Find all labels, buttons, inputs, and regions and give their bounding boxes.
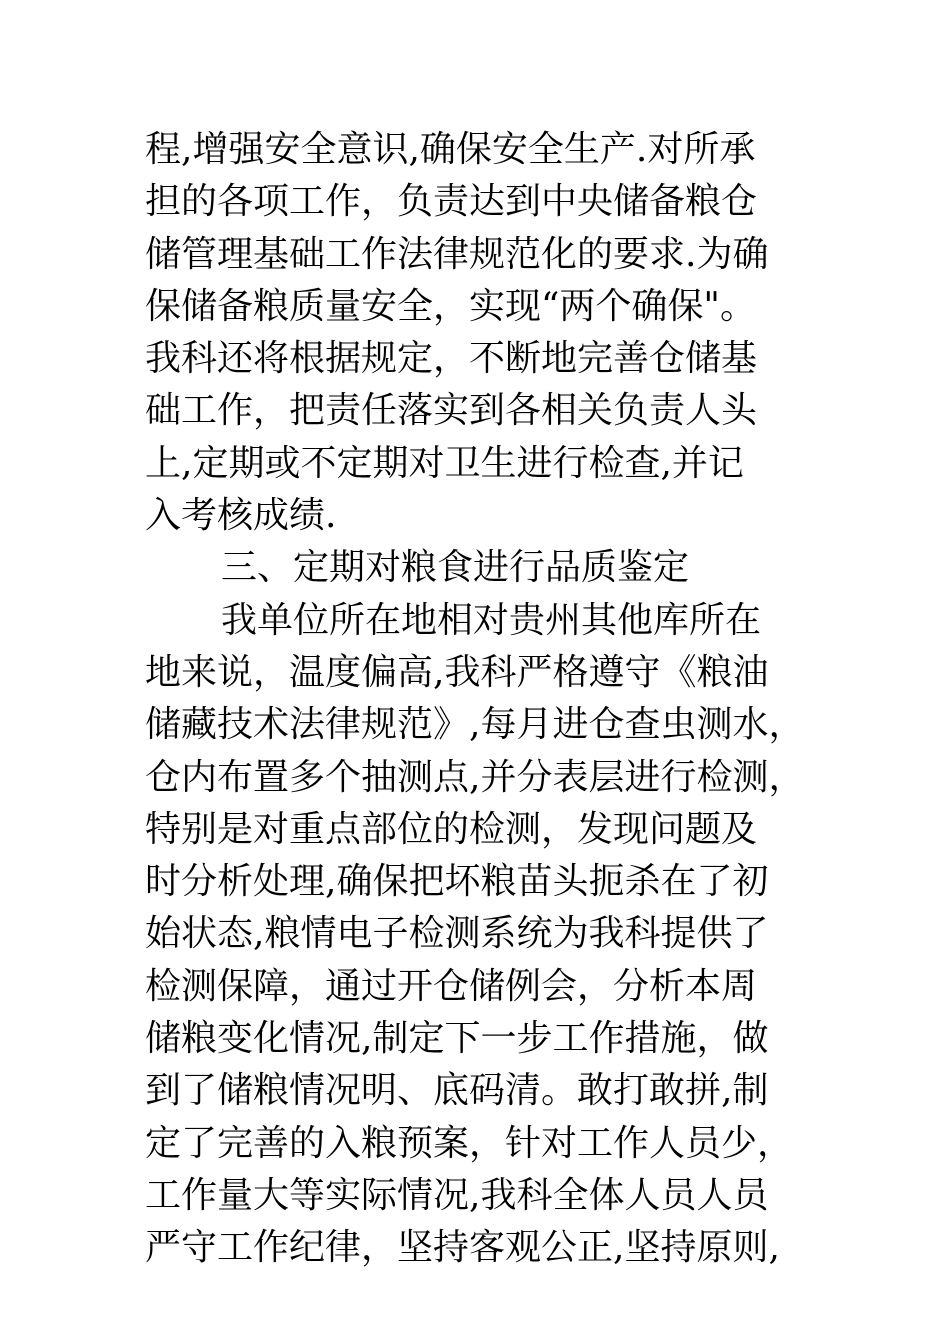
text-line: 础工作，把责任落实到各相关负责人头 bbox=[145, 390, 758, 432]
body-text bbox=[145, 124, 815, 1275]
text-line: 始状态,粮情电子检测系统为我科提供了 bbox=[145, 913, 769, 955]
text-line: 定了完善的入粮预案，针对工作人员少， bbox=[145, 1122, 794, 1164]
text-line: 仓内布置多个抽测点,并分表层进行检测， bbox=[145, 756, 805, 798]
text-line: 我单位所在地相对贵州其他库所在 bbox=[221, 599, 762, 641]
text-line: 担的各项工作，负责达到中央储备粮仓 bbox=[145, 181, 758, 223]
text-line: 上,定期或不定期对卫生进行检查,并记 bbox=[145, 442, 744, 484]
text-line: 检测保障，通过开仓储例会，分析本周 bbox=[145, 965, 758, 1007]
text-line: 严守工作纪律，坚持客观公正,坚持原则, bbox=[145, 1227, 780, 1269]
text-line: 时分析处理,确保把坏粮苗头扼杀在了初 bbox=[145, 861, 769, 903]
text-line: 程,增强安全意识,确保安全生产.对所承 bbox=[145, 129, 756, 170]
text-line: 地来说，温度偏高,我科严格遵守《粮油 bbox=[145, 651, 769, 693]
text-line: 特别是对重点部位的检测，发现问题及 bbox=[145, 808, 758, 850]
text-line: 储粮变化情况,制定下一步工作措施，做 bbox=[145, 1018, 769, 1060]
text-line: 储管理基础工作法律规范化的要求.为确 bbox=[145, 233, 769, 275]
text-line: 三、定期对粮食进行品质鉴定 bbox=[221, 547, 690, 589]
text-line: 到了储粮情况明、底码清。敢打敢拼,制 bbox=[145, 1070, 769, 1112]
text-line: 我科还将根据规定，不断地完善仓储基 bbox=[145, 338, 758, 380]
text-line: 保储备粮质量安全，实现“两个确保"。 bbox=[145, 285, 756, 327]
text-line: 储藏技术法律规范》,每月进仓查虫测水， bbox=[145, 704, 805, 746]
text-line: 入考核成绩. bbox=[145, 495, 337, 537]
text-line: 工作量大等实际情况,我科全体人员人员 bbox=[145, 1174, 769, 1216]
